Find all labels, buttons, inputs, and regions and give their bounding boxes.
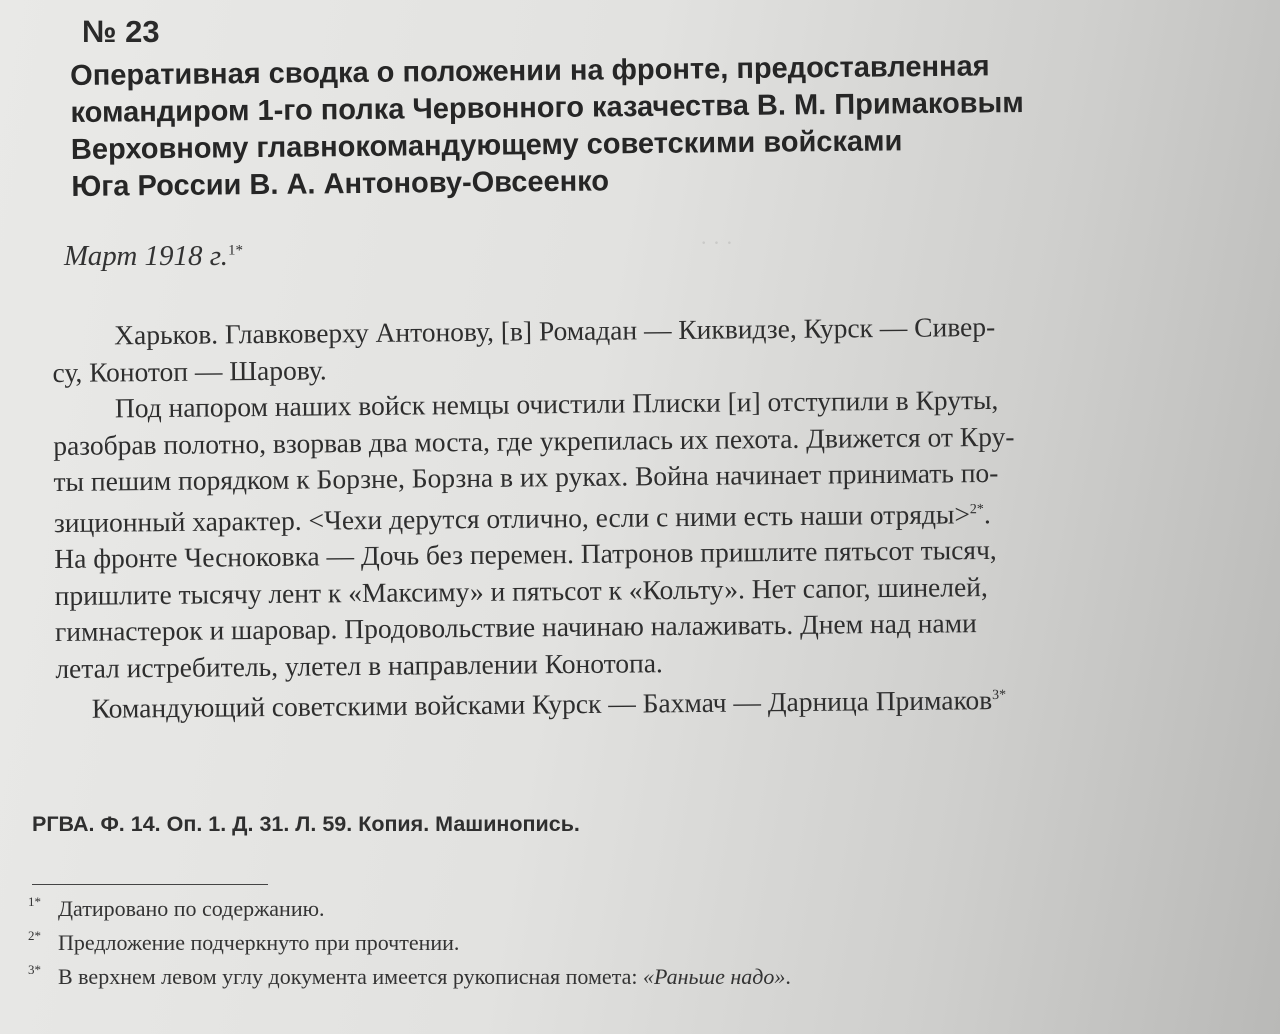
document-body [52,307,1216,728]
signature-line: Командующий советскими войсками Курск — Бахмач — Дарница Примаков [91,684,993,724]
footnote [28,926,1128,960]
body-line: ты пешим порядком к Борзне, Борзна в их руках. Война начинает принимать по- [53,456,999,497]
body-line: пришлите тысячу лент к «Максиму» и пятьсот к «Кольту». Нет сапог, шинелей, [54,570,988,611]
footnote [28,960,1128,994]
footnote-text: Предложение подчеркнуто при прочтении. [58,930,460,955]
footnote-mark: 3* [28,962,41,977]
footnote [28,892,1128,926]
footnote-tail: . [785,964,791,989]
title-line: командиром 1-го полка Червонного казачества В. М. Примаковым [70,87,1024,129]
title-line: Юга России В. А. Антонову-Овсеенко [71,165,610,203]
body-footnote-mark: 3* [992,688,1007,704]
body-footnote-mark: 2* [969,501,984,517]
footnote-mark: 1* [28,894,41,909]
body-line: зиционный характер. <Чехи дерутся отлично, если с ними есть наши отряды>$^{2*}$. [53,497,991,538]
body-line-text: зиционный характер. <Чехи дерутся отлично, если с ними есть наши отряды> [53,497,971,538]
body-line: су, Конотоп — Шарову. [52,353,327,388]
title-line: Оперативная сводка о положении на фронте, предоставленная [70,50,990,92]
footnote-text: Датировано по содержанию. [58,896,325,921]
document-date [64,240,243,273]
document-number: № 23 [82,14,160,49]
body-line: гимнастерок и шаровар. Продовольствие начинаю налаживать. Днем над нами [54,607,977,648]
body-line: разобрав полотно, взорвав два моста, где укрепилась их пехота. Движется от Кру- [53,420,1015,461]
title-line: Верховному главнокомандующему советскими войсками [70,125,903,166]
footnote-quote: «Раньше надо» [642,964,786,989]
body-line: Харьков. Главковерху Антонову, [в] Ромадан — Киквидзе, Курск — Сивер- [114,310,996,351]
footnote-divider [32,884,268,885]
bleed-through-text: · · · [700,230,733,255]
footnote-text: В верхнем левом углу документа имеется рукописная помета: [58,964,643,989]
body-line: летал истребитель, улетел в направлении Конотопа. [55,646,663,684]
date-footnote-mark: 1* [228,242,243,259]
body-line: Под напором наших войск немцы очистили Плиски [и] отступили в Круты, [114,383,999,424]
document-title [70,46,1201,206]
archive-reference: РГВА. Ф. 14. Оп. 1. Д. 31. Л. 59. Копия. Машинопись. [32,812,580,836]
body-line: На фронте Чесноковка — Дочь без перемен. Патронов пришлите пятьсот тысяч, [54,534,997,575]
date-text: Март 1918 г. [64,240,228,272]
footnote-mark: 2* [28,928,41,943]
footnotes [28,892,1128,994]
